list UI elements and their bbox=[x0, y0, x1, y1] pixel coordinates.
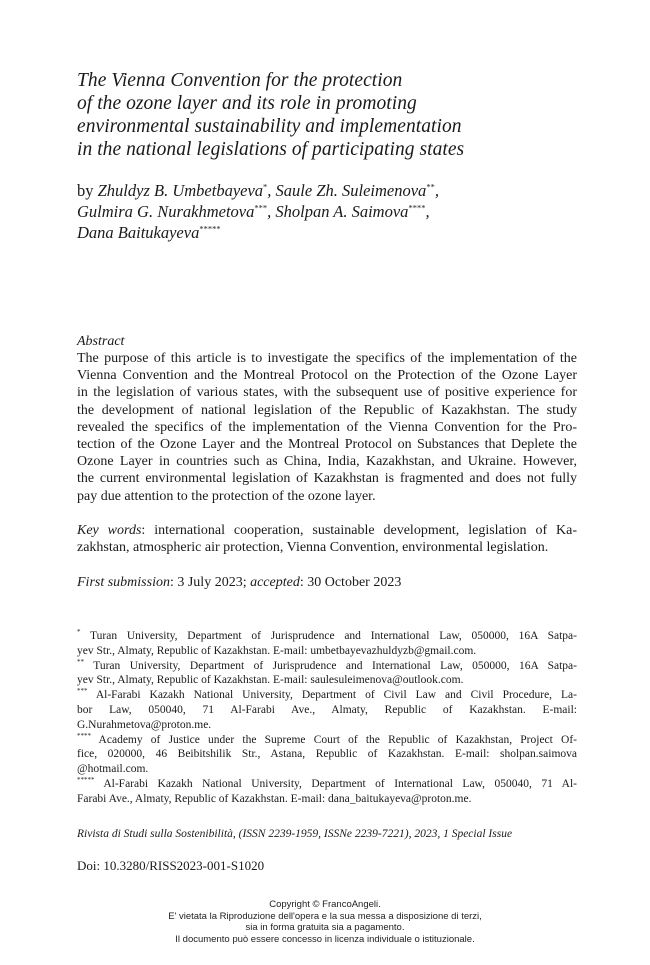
author-name: Zhuldyz B. Umbetbayeva bbox=[97, 181, 264, 200]
footnote-line: fice, 020000, 46 Beibitshilik Str., Astana, Republic of Kazakhstan. E-mail: sholpan.saimova bbox=[77, 748, 577, 761]
by-label: by bbox=[77, 181, 98, 200]
abstract-line: revealed the specifics of the implementation of the Vienna Convention for the Pro- bbox=[77, 419, 577, 435]
footnote-line bbox=[77, 733, 577, 748]
author-separator: , bbox=[267, 202, 276, 221]
footnote-line bbox=[77, 629, 577, 644]
footnote-line bbox=[77, 688, 577, 703]
footnote-mark: **** bbox=[77, 731, 91, 740]
copyright-line: sia in forma gratuita sia a pagamento. bbox=[245, 922, 405, 933]
abstract-line: Ozone Layer in countries such as China, India, Kazakhstan, and Ukraine. However, bbox=[77, 454, 577, 470]
keywords-text: international cooperation, sustainable development, legislation of Ka- bbox=[154, 523, 578, 538]
footnote-text: Al-Farabi Kazakh National University, Department of Civil Law and Civil Procedure, La- bbox=[87, 689, 577, 702]
abstract-line: Vienna Convention and the Montreal Protocol on the Protection of the Ozone Layer bbox=[77, 368, 577, 384]
abstract-line: tection of the Ozone Layer and the Montreal Protocol on Substances that Deplete the bbox=[77, 437, 577, 453]
footnote-line: @hotmail.com. bbox=[77, 763, 149, 776]
abstract-line: in the legislation of various states, with the subsequent use of positive experience for bbox=[77, 385, 577, 401]
title-line: environmental sustainability and implementation bbox=[77, 116, 462, 137]
title-line: in the national legislations of participating states bbox=[77, 139, 465, 160]
author-name: Gulmira G. Nurakhmetova bbox=[77, 202, 255, 221]
footnote-line bbox=[77, 777, 577, 792]
footnote-text: Al-Farabi Kazakh National University, Department of International Law, 050040, 71 Al- bbox=[94, 777, 577, 790]
doi: Doi: 10.3280/RISS2023-001-S1020 bbox=[77, 858, 265, 873]
abstract-line: the current environmental legislation of Kazakhstan is fragmented and does not fully bbox=[77, 471, 577, 487]
copyright-line: Il documento può essere concesso in licenza individuale o istituzionale. bbox=[175, 933, 475, 945]
abstract-line: the development of national legislation of the Republic of Kazakhstan. The study bbox=[77, 402, 577, 418]
author-line bbox=[77, 180, 577, 201]
footnote-mark: ** bbox=[77, 657, 84, 666]
footnote-line: yev Str., Almaty, Republic of Kazakhstan. E-mail: umbetbayevazhuldyzb@gmail.com. bbox=[77, 644, 477, 657]
abstract-line: The purpose of this article is to investigate the specifics of the implementation of the bbox=[77, 351, 577, 366]
abstract-line: pay due attention to the protection of the ozone layer. bbox=[77, 488, 376, 504]
author-footnote-mark: *** bbox=[254, 202, 268, 213]
author-separator: , bbox=[434, 181, 439, 200]
footnote-mark: * bbox=[77, 628, 81, 637]
footnote-text: Academy of Justice under the Supreme Court of the Republic of Kazakhstan, Project Of- bbox=[91, 733, 577, 746]
title-line: The Vienna Convention for the protection bbox=[77, 70, 403, 91]
author-name: Saule Zh. Suleimenova bbox=[275, 181, 427, 200]
footnote-line: yev Str., Almaty, Republic of Kazakhstan. E-mail: saulesuleimenova@outlook.com. bbox=[77, 674, 464, 687]
keywords-label: Key words bbox=[77, 523, 142, 538]
article-first-page bbox=[77, 0, 577, 965]
footnote-line: G.Nurahmetova@proton.me. bbox=[77, 718, 212, 731]
copyright-line: E' vietata la Riproduzione dell'opera e la sua messa a disposizione di terzi, bbox=[168, 910, 482, 922]
submission-dates bbox=[77, 574, 577, 591]
article-title bbox=[77, 69, 577, 161]
accepted-label: accepted bbox=[250, 575, 300, 590]
keywords-colon: : bbox=[141, 523, 155, 538]
footnote-line: Farabi Ave., Almaty, Republic of Kazakhstan. E-mail: dana_baitukayeva@proton.me. bbox=[77, 792, 472, 805]
title-line: of the ozone layer and its role in promoting bbox=[77, 93, 417, 114]
keywords-line: zakhstan, atmospheric air protection, Vienna Convention, environmental legislation. bbox=[77, 540, 549, 556]
first-submission-value: : 3 July 2023; bbox=[169, 575, 251, 590]
accepted-value: : 30 October 2023 bbox=[299, 575, 402, 590]
footnote-line: bor Law, 050040, 71 Al-Farabi Ave., Almaty, Republic of Kazakhstan. E-mail: bbox=[77, 703, 577, 716]
footnote-mark: *** bbox=[77, 687, 88, 696]
footnote-text: Turan University, Department of Jurisprudence and International Law, 050000, 16A Satpa- bbox=[84, 659, 577, 672]
footnote-line bbox=[77, 659, 577, 674]
keywords bbox=[77, 522, 577, 556]
abstract-heading: Abstract bbox=[77, 334, 125, 349]
author-name: Dana Baitukayeva bbox=[77, 223, 200, 242]
author-footnote-mark: ***** bbox=[199, 223, 221, 234]
author-footnote-mark: **** bbox=[408, 202, 426, 213]
author-separator: , bbox=[425, 202, 430, 221]
author-separator: , bbox=[267, 181, 276, 200]
journal-citation: Rivista di Studi sulla Sostenibilità, (ISSN 2239-1959, ISSNe 2239-7221), 2023, 1 Special Issue bbox=[77, 828, 513, 840]
author-line bbox=[77, 222, 577, 243]
footnote-text: Turan University, Department of Jurisprudence and International Law, 050000, 16A Satpa- bbox=[80, 630, 577, 642]
author-footnotes bbox=[77, 629, 577, 807]
author-footnote-mark: * bbox=[263, 181, 268, 192]
footnote-mark: ***** bbox=[77, 776, 95, 785]
copyright-line: Copyright © FrancoAngeli. bbox=[269, 899, 381, 910]
first-submission-label: First submission bbox=[77, 575, 170, 590]
abstract-body bbox=[77, 350, 577, 505]
author-list bbox=[77, 180, 577, 243]
author-name: Sholpan A. Saimova bbox=[275, 202, 409, 221]
author-footnote-mark: ** bbox=[426, 181, 435, 192]
author-line bbox=[77, 201, 577, 222]
copyright-notice bbox=[0, 899, 650, 945]
keywords-line bbox=[77, 522, 577, 539]
